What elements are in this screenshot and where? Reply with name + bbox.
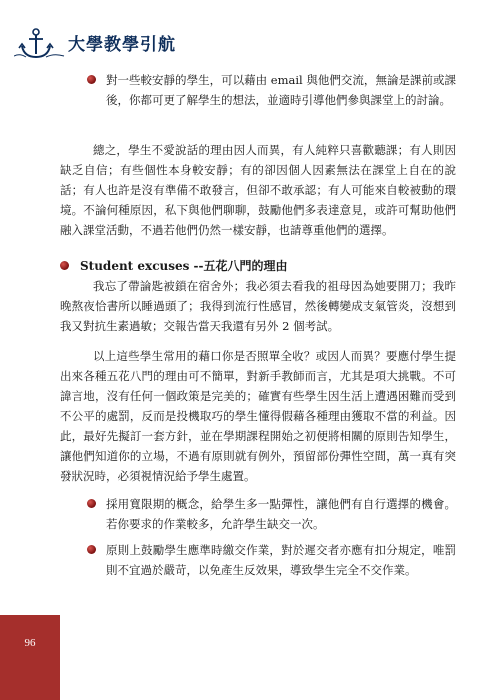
section-heading — [60, 256, 456, 276]
bullet-item-penalty-text: 原則上鼓勵學生應準時繳交作業，對於遲交者亦應有扣分規定，唯罰則不宜過於嚴苛，以免產生反效果，導致學生完全不交作業。 — [106, 543, 456, 577]
page-header — [14, 26, 214, 60]
bullet-dot-icon — [60, 261, 69, 270]
header-title: 大學教學引航 — [68, 35, 176, 55]
summary-paragraph: 總之，學生不愛說話的理由因人而異，有人純粹只喜歡聽課；有人則因缺乏自信；有些個性本身較安靜；有的卻因個人因素無法在課堂上自在的說話；有人也許是沒有準備不敢發言，但卻不敢承認；有人可能來自較被動的環境。不論何種原因，私下與他們聊聊，鼓勵他們多表達意見，或許可幫助他們融入課堂活動，不過若他們仍然一樣安靜，也請尊重他們的選擇。 — [60, 143, 456, 237]
page-content — [60, 70, 456, 580]
excuses-paragraph: 我忘了帶論匙被鎖在宿舍外；我必須去看我的祖母因為她要開刀；我昨晚熬夜恰書所以睡過頭了；我得到流行性感冒，然後轉變成支氣管炎，沒想到我又對抗生素過敏；交報告當天我還有另外 2 個考試。 — [60, 279, 456, 333]
bullet-item-deadline — [60, 494, 456, 534]
bullet-item-email-text: 對一些較安靜的學生，可以藉由 email 與他們交流，無論是課前或課後，你都可更了解學生的想法，並適時引導他們參與課堂上的討論。 — [106, 73, 456, 107]
bullet-dot-icon — [87, 75, 96, 84]
bullet-dot-icon — [87, 545, 96, 554]
section-heading-text: Student excuses --五花八門的理由 — [80, 259, 288, 273]
page-tab — [0, 615, 60, 700]
bullet-dot-icon — [87, 499, 96, 508]
bullet-item-deadline-text: 採用寬限期的概念，給學生多一點彈性，讓他們有自行選擇的機會。若你要求的作業較多，允許學生缺交一次。 — [106, 497, 456, 531]
page-number: 96 — [24, 637, 36, 649]
common-excuses-paragraph: 以上這些學生常用的藉口你是否照單全收？或因人而異？要應付學生提出來各種五花八門的理由可不簡單，對新手教師而言，尤其是項大挑戰。不可諱言地，沒有任何一個政策是完美的；確實有些學生因生活上遭遇困難而受到不公平的處罰，反而是投機取巧的學生懂得假藉各種理由獲取不當的利益。因此，最好先擬訂一套方針，並在學期課程開始之初便將相關的原則告知學生，讓他們知道你的立場，不過有原則就有例外，預留部份彈性空間，萬一真有突發狀況時，必須視情況給予學生處置。 — [60, 349, 456, 483]
bullet-item-penalty — [60, 540, 456, 580]
bullet-item-email — [60, 70, 456, 110]
anchor-icon — [14, 26, 66, 60]
